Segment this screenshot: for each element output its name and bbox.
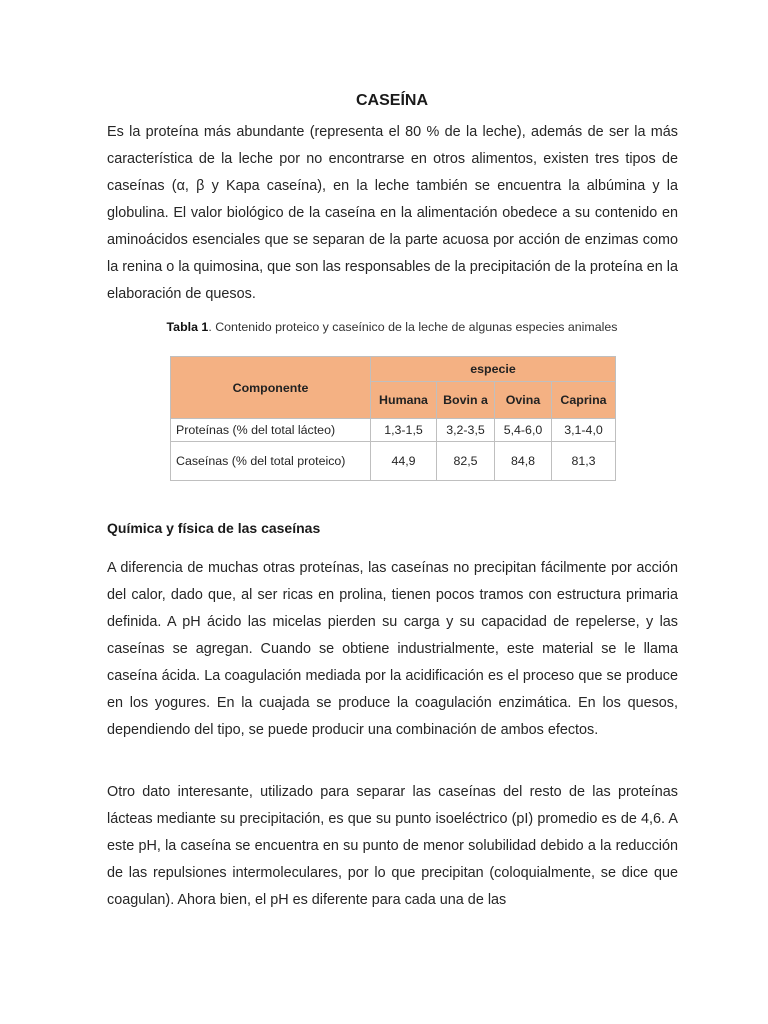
- table-header-row: [171, 357, 616, 382]
- table-cell: 82,5: [437, 442, 495, 481]
- table-cell: 1,3-1,5: [371, 419, 437, 442]
- table-row: [171, 419, 616, 442]
- body-paragraph: Otro dato interesante, utilizado para separar las caseínas del resto de las proteínas lácteas mediante su precipitación, es que su punto isoeléctrico (pI) promedio es de 4,6. A este pH, la caseína se encuentra en su punto de menor solubilidad debido a la reducción de las repulsiones intermoleculares, por lo que precipitan (coloquialmente, se dice que coagulan). Ahora bien, el pH es diferente para cada una de las: [107, 784, 678, 908]
- header-species: Ovina: [495, 382, 552, 419]
- header-species: Caprina: [552, 382, 616, 419]
- table-cell: 3,1-4,0: [552, 419, 616, 442]
- intro-paragraph: Es la proteína más abundante (representa el 80 % de la leche), además de ser la más característica de la leche por no encontrarse en otros alimentos, existen tres tipos de caseínas (α, β y Kapa caseína), en la leche también se encuentra la albúmina y la globulina. El valor biológico de la caseína en la alimentación obedece a su contenido en aminoácidos esenciales que se separan de la parte acuosa por acción de enzimas como la renina o la quimosina, que son las responsables de la precipitación de la proteína en la elaboración de quesos.: [107, 124, 678, 302]
- row-label: Caseínas (% del total proteico): [171, 442, 371, 481]
- table-caption-text: . Contenido proteico y caseínico de la leche de algunas especies animales: [208, 320, 618, 334]
- page-title: CASEÍNA: [355, 92, 428, 109]
- table-row: [171, 442, 616, 481]
- header-componente: Componente: [171, 357, 371, 419]
- row-label: Proteínas (% del total lácteo): [171, 419, 371, 442]
- section-heading: Química y física de las caseínas: [107, 520, 321, 536]
- table-cell: 5,4-6,0: [495, 419, 552, 442]
- header-especie: especie: [371, 357, 616, 382]
- header-species: Bovin a: [437, 382, 495, 419]
- table-caption-label: Tabla 1: [166, 320, 209, 334]
- casein-table: [170, 356, 616, 481]
- body-paragraph: A diferencia de muchas otras proteínas, las caseínas no precipitan fácilmente por acción del calor, dado que, al ser ricas en prolina, tienen pocos tramos con estructura primaria definida. A pH ácido las micelas pierden su carga y su capacidad de repelerse, y las caseínas se agregan. Cuando se obtiene industrialmente, este material se le llama caseína ácida. La coagulación mediada por la acidificación es el proceso que se produce en los yogures. En la cuajada se produce la coagulación enzimática. En los quesos, dependiendo del tipo, se puede producir una combinación de ambos efectos.: [107, 560, 678, 738]
- table-cell: 84,8: [495, 442, 552, 481]
- table-cell: 3,2-3,5: [437, 419, 495, 442]
- header-species: Humana: [371, 382, 437, 419]
- table-cell: 81,3: [552, 442, 616, 481]
- table-cell: 44,9: [371, 442, 437, 481]
- table-caption: [0, 320, 768, 334]
